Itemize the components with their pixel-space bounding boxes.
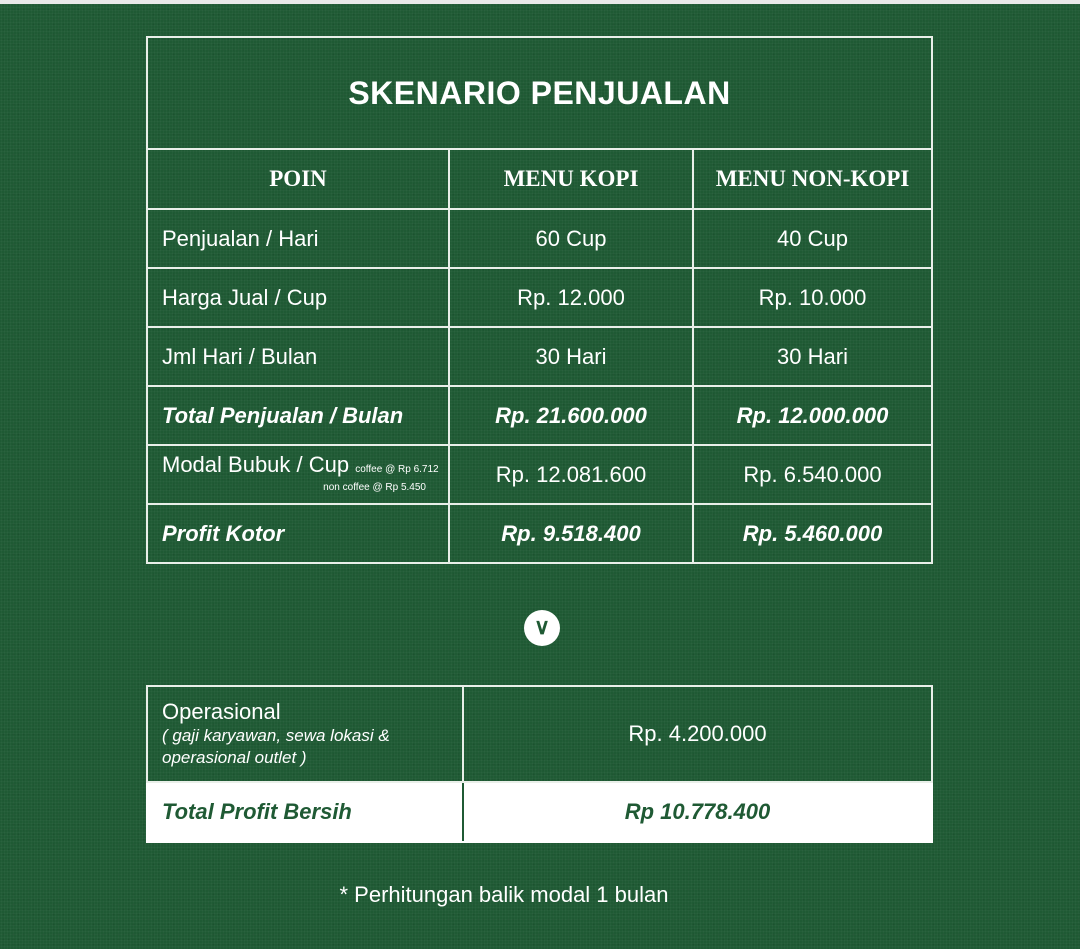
column-header-poin: POIN: [147, 149, 449, 209]
row-label: Profit Kotor: [147, 504, 449, 563]
value-kopi: 60 Cup: [449, 209, 693, 268]
value-non-kopi: Rp. 10.000: [693, 268, 932, 327]
sales-scenario-table: [146, 36, 933, 564]
row-label: Total Penjualan / Bulan: [147, 386, 449, 445]
value-non-kopi: 30 Hari: [693, 327, 932, 386]
row-label: Harga Jual / Cup: [147, 268, 449, 327]
total-profit-row: [147, 782, 932, 842]
table-row: [147, 386, 932, 445]
footnote: * Perhitungan balik modal 1 bulan: [339, 882, 669, 907]
note-non-coffee: non coffee @ Rp 5.450: [323, 482, 426, 493]
operasional-value: Rp. 4.200.000: [463, 686, 932, 782]
operasional-label-cell: [147, 686, 463, 782]
table-row: [147, 268, 932, 327]
row-label-modal: [147, 445, 449, 504]
table-row: [147, 504, 932, 563]
table-title: SKENARIO PENJUALAN: [147, 37, 932, 149]
chevron-down-icon: ∨: [524, 610, 560, 646]
total-profit-value: Rp 10.778.400: [463, 782, 932, 842]
note-coffee: coffee @ Rp 6.712: [355, 464, 439, 475]
operasional-description: ( gaji karyawan, sewa lokasi & operasional outlet ): [162, 726, 390, 767]
value-kopi: Rp. 12.081.600: [449, 445, 693, 504]
value-non-kopi: 40 Cup: [693, 209, 932, 268]
value-non-kopi: Rp. 12.000.000: [693, 386, 932, 445]
value-non-kopi: Rp. 6.540.000: [693, 445, 932, 504]
row-label: Penjualan / Hari: [147, 209, 449, 268]
column-header-menu-kopi: MENU KOPI: [449, 149, 693, 209]
value-kopi: 30 Hari: [449, 327, 693, 386]
total-profit-label: Total Profit Bersih: [147, 782, 463, 842]
value-non-kopi: Rp. 5.460.000: [693, 504, 932, 563]
operasional-label: Operasional: [162, 699, 281, 724]
value-kopi: Rp. 21.600.000: [449, 386, 693, 445]
top-strip: [0, 0, 1080, 4]
value-kopi: Rp. 12.000: [449, 268, 693, 327]
profit-summary-table: [146, 685, 933, 843]
operasional-row: [147, 686, 932, 782]
table-row: [147, 209, 932, 268]
value-kopi: Rp. 9.518.400: [449, 504, 693, 563]
row-label: Modal Bubuk / Cup: [162, 452, 350, 477]
row-label: Jml Hari / Bulan: [147, 327, 449, 386]
column-header-menu-non-kopi: MENU NON-KOPI: [693, 149, 932, 209]
table-row: [147, 445, 932, 504]
table-row: [147, 327, 932, 386]
